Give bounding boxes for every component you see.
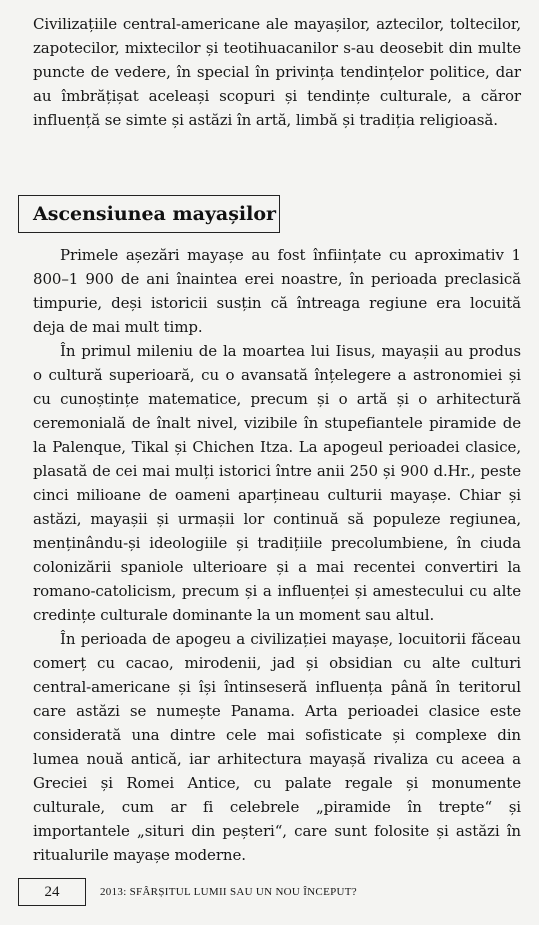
intro-paragraph: Civilizațiile central-americane ale mayașilor, aztecilor, toltecilor, zapotecilor, mixtecilor și teotihuacanilor s-au deosebit din multe puncte de vedere, în special în privința tendințelor politice, dar au îmbrățișat aceleași scopuri și tendințe culturale, a căror influență se simte și astăzi în artă, limbă și tradiția religioasă. [33, 15, 521, 129]
body-paragraph: Primele așezări mayașe au fost înființate cu aproximativ 1 800–1 900 de ani înaintea erei noastre, în perioada preclasică timpurie, deși istoricii susțin că întreaga regiune era locuită deja de mai mult timp. [33, 246, 521, 336]
section-body [33, 243, 521, 867]
running-title: 2013: SFÂRȘITUL LUMII SAU UN NOU ÎNCEPUT? [100, 886, 357, 898]
body-paragraph: În primul mileniu de la moartea lui Iisus, mayașii au produs o cultură superioară, cu o avansată înțelegere a astronomiei și cu cunoștințe matematice, precum și o artă și o arhitectură ceremonială de înalt nivel, vizibile în stupefiantele piramide de la Palenque, Tikal și Chichen Itza. La apogeul perioadei clasice, plasată de cei mai mulți istorici între anii 250 și 900 d.Hr., peste cinci milioane de oameni aparțineau culturii mayașe. Chiar și astăzi, mayașii și urmașii lor continuă să populeze regiunea, menținându-și ideologiile și tradițiile precolumbiene, în ciuda colonizării spaniole ulterioare și a mai recentei convertiri la romano-catolicism, precum și a influenței și amestecului cu alte credințe culturale dominante la un moment sau altul. [33, 342, 521, 624]
section-heading-box [18, 195, 280, 233]
page-number: 24 [18, 878, 86, 906]
section-title: Ascensiunea mayașilor [33, 203, 277, 225]
body-paragraph: În perioada de apogeu a civilizației mayașe, locuitorii făceau comerț cu cacao, mirodenii, jad și obsidian cu alte culturi central-americane și își întinseseră influența până în teritorul care astăzi se numește Panama. Arta perioadei clasice este considerată una dintre cele mai sofisticate și complexe din lumea nouă antică, iar arhitectura mayașă rivaliza cu aceea a Greciei și Romei Antice, cu palate regale și monumente culturale, cum ar fi celebrele „piramide în trepte“ și importantele „situri din peșteri“, care sunt folosite și astăzi în ritualurile mayașe moderne. [33, 630, 521, 864]
page-footer [18, 878, 357, 906]
bleed-through-decoration [290, 150, 530, 165]
